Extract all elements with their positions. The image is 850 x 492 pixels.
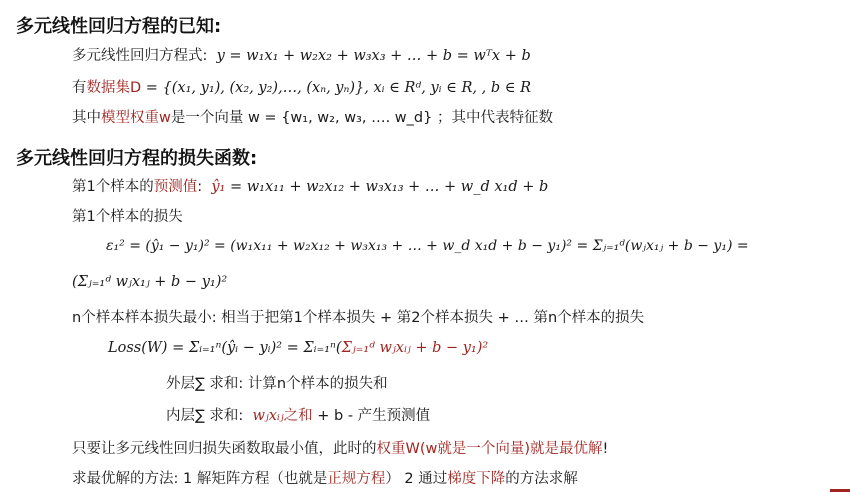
method-gradient-descent: 梯度下降 [447, 471, 506, 487]
loss1-formula: ε₁² = (ŷ₁ − y₁)² = (w₁x₁₁ + w₂x₁₂ + w₃x₁₃ + … + w_d x₁d + b − y₁)² = Σⱼ₌₁ᵈ(wⱼx₁ⱼ + b − y₁) = [106, 238, 749, 254]
minimum-prefix: 只要让多元线性回归损失函数取最小值，此时的 [72, 441, 377, 457]
minimum-line [72, 437, 608, 458]
inner-sum-red-text: 之和 [283, 408, 313, 424]
prediction-colon: : [197, 179, 203, 195]
method-suffix: 的方法求解 [505, 471, 578, 487]
dataset-formula: = {(x₁, y₁), (x₂, y₂),…, (xₙ, yₙ)}, xᵢ ∈ Rᵈ, yᵢ ∈ R, , b ∈ R [145, 80, 532, 96]
minimum-suffix: ! [602, 441, 609, 457]
minimum-red: 权重W(w就是一个向量)就是最优解 [376, 441, 603, 457]
equation-label: 多元线性回归方程式: [72, 48, 208, 64]
weight-prefix: 其中 [72, 110, 101, 126]
heading-loss: 多元线性回归方程的损失函数: [16, 148, 258, 169]
equation-formula: y = w₁x₁ + w₂x₂ + w₃x₃ + … + b = wᵀx + b [216, 48, 531, 64]
inner-sum-line [166, 404, 430, 425]
method-prefix: 求最优解的方法: 1 解矩阵方程（也就是 [72, 471, 328, 487]
equation-line [72, 44, 531, 65]
inner-sum-label: 内层∑ 求和: [166, 408, 244, 424]
prediction-yhat: ŷ₁ [211, 179, 226, 195]
weight-term: 模型权重w [101, 110, 171, 126]
method-mid: ） 2 通过 [385, 471, 448, 487]
weight-text: 是一个向量 w = {w₁, w₂, w₃, …. w_d} ；其中代表特征数 [170, 110, 553, 126]
inner-sum-math: wⱼxᵢⱼ [252, 408, 284, 424]
heading-known: 多元线性回归方程的已知: [16, 16, 222, 37]
dataset-line [72, 76, 531, 97]
prediction-term: 预测值 [153, 179, 198, 195]
prediction-prefix: 第1个样本的 [72, 179, 154, 195]
weight-line [72, 106, 553, 127]
total-loss-left: Loss(W) = Σᵢ₌₁ⁿ(ŷᵢ − yᵢ)² = Σᵢ₌₁ⁿ( [108, 340, 342, 356]
loss1-formula-continued: (Σⱼ₌₁ᵈ wⱼx₁ⱼ + b − y₁)² [72, 274, 228, 290]
total-loss-formula [108, 340, 488, 356]
loss1-label: 第1个样本的损失 [72, 209, 183, 225]
inner-sum-rest: + b - 产生预测值 [317, 408, 431, 424]
n-sample-loss-text: n个样本样本损失最小: 相当于把第1个样本损失 + 第2个样本损失 + … 第n个样本的损失 [72, 310, 645, 326]
prediction-formula: = w₁x₁₁ + w₂x₁₂ + w₃x₁₃ + … + w_d x₁d + b [229, 179, 549, 195]
dataset-term: 数据集D [86, 80, 142, 96]
method-normal-equation: 正规方程 [327, 471, 386, 487]
dataset-prefix: 有 [72, 80, 87, 96]
method-line [72, 467, 578, 488]
prediction-line [72, 175, 548, 196]
outer-sum-text: 外层∑ 求和: 计算n个样本的损失和 [166, 376, 388, 392]
total-loss-red: Σⱼ₌₁ᵈ wⱼxᵢⱼ + b − y₁)² [341, 340, 489, 356]
